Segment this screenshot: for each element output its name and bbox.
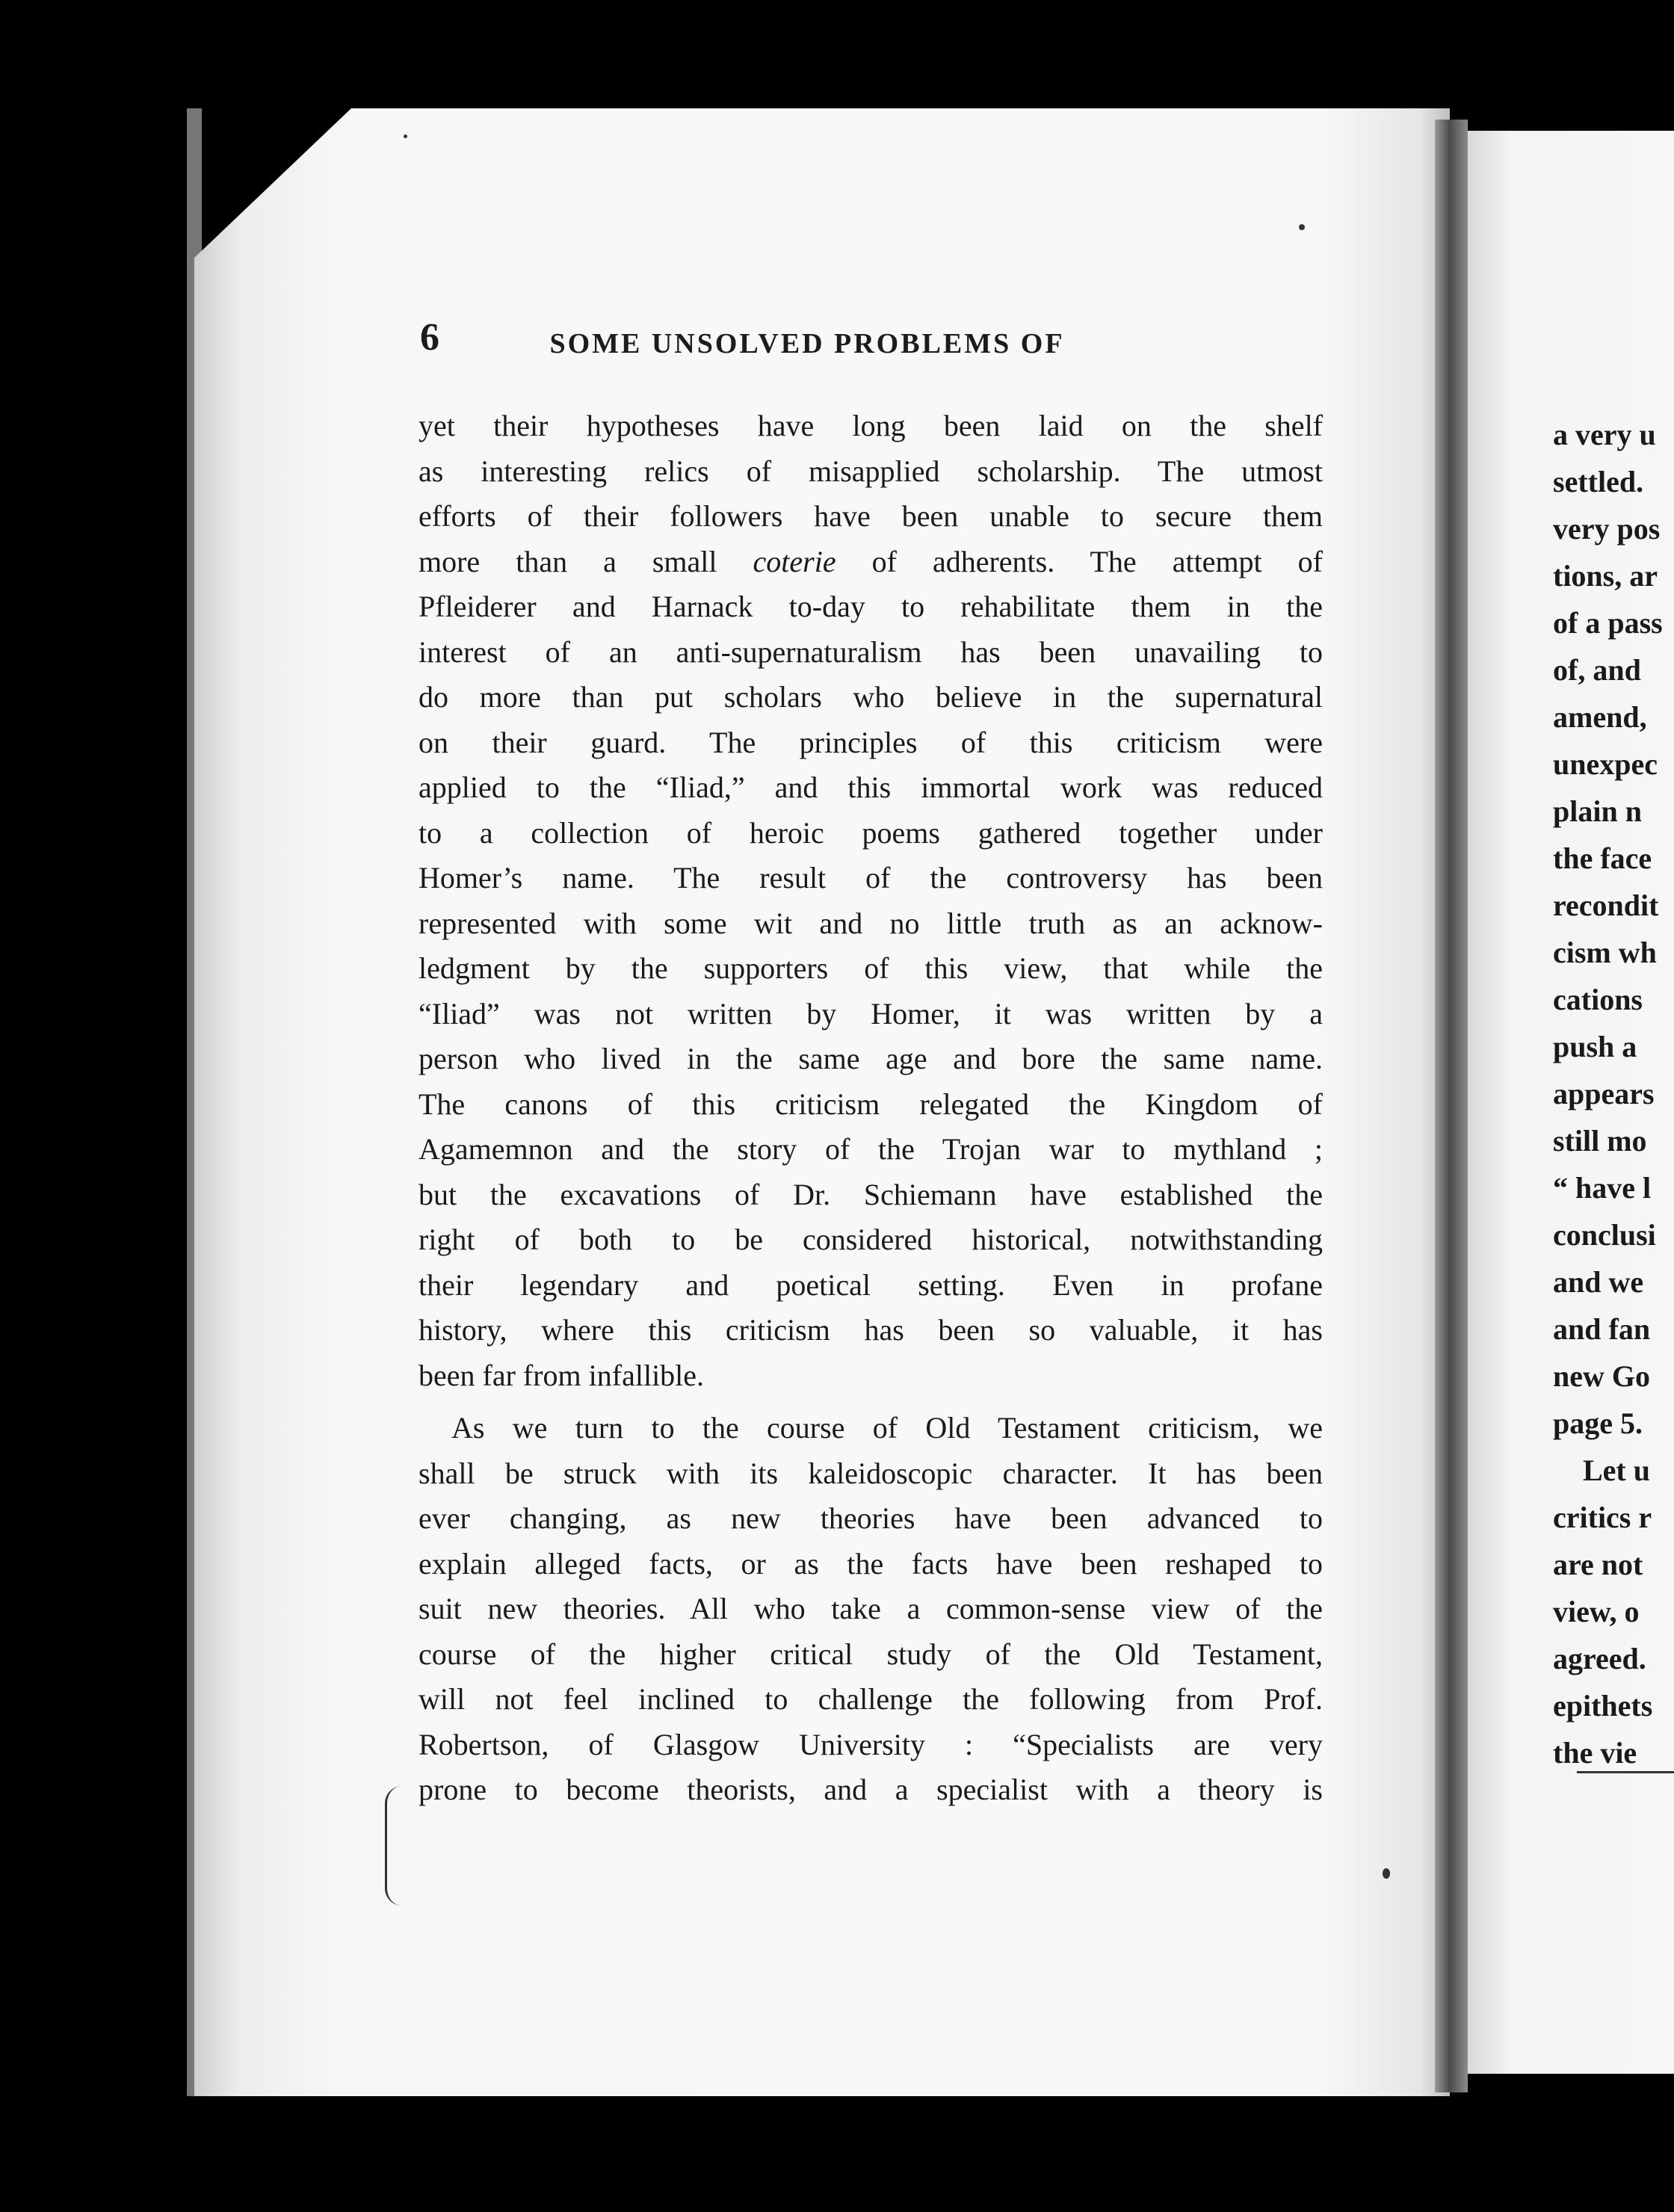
text-line: do more than put scholars who believe in the supernatural bbox=[418, 680, 1323, 714]
text-line: but the excavations of Dr. Schiemann have established the bbox=[418, 1177, 1323, 1211]
text-line: As we turn to the course of Old Testament criticism, we bbox=[451, 1411, 1323, 1445]
text-line: cations bbox=[1553, 983, 1643, 1016]
scan-speck bbox=[1299, 224, 1305, 230]
text-line: amend, bbox=[1553, 700, 1647, 734]
text-line: ledgment by the supporters of this view, that while the bbox=[418, 951, 1323, 985]
text-line: conclusi bbox=[1553, 1218, 1656, 1252]
text-line: person who lived in the same age and bore the same name. bbox=[418, 1042, 1323, 1075]
text-line: cism wh bbox=[1553, 936, 1657, 969]
left-page-body bbox=[418, 404, 1323, 1813]
text-line: tions, ar bbox=[1553, 559, 1658, 593]
text-line: will not feel inclined to challenge the following from Prof. bbox=[418, 1682, 1323, 1716]
text-line: appears bbox=[1553, 1077, 1655, 1110]
text-line: push a bbox=[1553, 1030, 1637, 1063]
text-line: page 5. bbox=[1553, 1406, 1643, 1440]
text-line: still mo bbox=[1553, 1124, 1647, 1158]
text-line: more than a small coterie of adherents. The attempt of bbox=[418, 544, 1323, 578]
text-line: new Go bbox=[1553, 1359, 1650, 1393]
text-line: The canons of this criticism relegated the Kingdom of bbox=[418, 1087, 1323, 1121]
text-line: to a collection of heroic poems gathered together under bbox=[418, 815, 1323, 850]
text-line: unexpec bbox=[1553, 747, 1658, 781]
text-line: critics r bbox=[1553, 1501, 1652, 1534]
text-line: the vie bbox=[1553, 1736, 1637, 1770]
text-line: their legendary and poetical setting. Even in profane bbox=[418, 1267, 1323, 1302]
text-line: on their guard. The principles of this criticism were bbox=[418, 725, 1323, 759]
text-line: prone to become theorists, and a specialist with a theory is bbox=[418, 1773, 1323, 1806]
text-line: Let u bbox=[1583, 1453, 1650, 1487]
text-line: plain n bbox=[1553, 794, 1642, 828]
text-line: interest of an anti-supernaturalism has been unavailing to bbox=[418, 634, 1323, 669]
text-line: represented with some wit and no little truth as an acknow- bbox=[418, 906, 1323, 940]
text-line: the face bbox=[1553, 841, 1652, 875]
text-line: very pos bbox=[1553, 512, 1661, 546]
text-line: recondit bbox=[1553, 889, 1659, 922]
text-line: Robertson, of Glasgow University : “Specialists are very bbox=[418, 1727, 1323, 1761]
text-line: efforts of their followers have been unable to secure them bbox=[418, 499, 1323, 533]
text-line: “ have l bbox=[1553, 1171, 1652, 1205]
text-line: history, where this criticism has been so valuable, it has bbox=[418, 1313, 1323, 1347]
text-line: view, o bbox=[1553, 1595, 1640, 1628]
text-line: Agamemnon and the story of the Trojan war to mythland ; bbox=[418, 1132, 1323, 1166]
text-line: ever changing, as new theories have been advanced to bbox=[418, 1501, 1323, 1535]
text-line: yet their hypotheses have long been laid on the shelf bbox=[418, 409, 1323, 442]
running-head: SOME UNSOLVED PROBLEMS OF bbox=[549, 328, 1065, 359]
text-line: of a pass bbox=[1553, 606, 1663, 640]
text-line: and we bbox=[1553, 1265, 1644, 1299]
text-line: course of the higher critical study of the Old Testament, bbox=[418, 1637, 1323, 1671]
text-line: explain alleged facts, or as the facts have been reshaped to bbox=[418, 1546, 1323, 1581]
scan-speck bbox=[1383, 1868, 1390, 1879]
text-line: suit new theories. All who take a common-sense view of the bbox=[418, 1592, 1323, 1625]
text-line: as interesting relics of misapplied scholarship. The utmost bbox=[418, 454, 1323, 488]
text-line: shall be struck with its kaleidoscopic character. It has been bbox=[418, 1456, 1323, 1490]
text-line: a very u bbox=[1553, 418, 1656, 451]
text-line: settled. bbox=[1553, 465, 1644, 498]
text-line: epithets bbox=[1553, 1689, 1653, 1723]
text-line: right of both to be considered historical, notwithstanding bbox=[418, 1223, 1323, 1256]
text-line: are not bbox=[1553, 1548, 1643, 1581]
text-line: agreed. bbox=[1553, 1642, 1646, 1675]
scan-speck bbox=[404, 135, 407, 138]
text-line: applied to the “Iliad,” and this immortal work was reduced bbox=[418, 770, 1323, 804]
text-line: and fan bbox=[1553, 1312, 1651, 1346]
text-line: been far from infallible. bbox=[418, 1358, 705, 1392]
book-gutter bbox=[1435, 120, 1468, 2092]
page-number: 6 bbox=[420, 316, 439, 359]
text-line: Homer’s name. The result of the controversy has been bbox=[418, 861, 1323, 895]
text-line: of, and bbox=[1553, 653, 1641, 687]
margin-pencil-mark bbox=[385, 1786, 402, 1906]
text-line: Pfleiderer and Harnack to-day to rehabilitate them in the bbox=[418, 590, 1323, 623]
text-line: “Iliad” was not written by Homer, it was written by a bbox=[418, 996, 1323, 1031]
right-page-body bbox=[1553, 411, 1674, 1776]
footnote-rule bbox=[1577, 1771, 1674, 1773]
